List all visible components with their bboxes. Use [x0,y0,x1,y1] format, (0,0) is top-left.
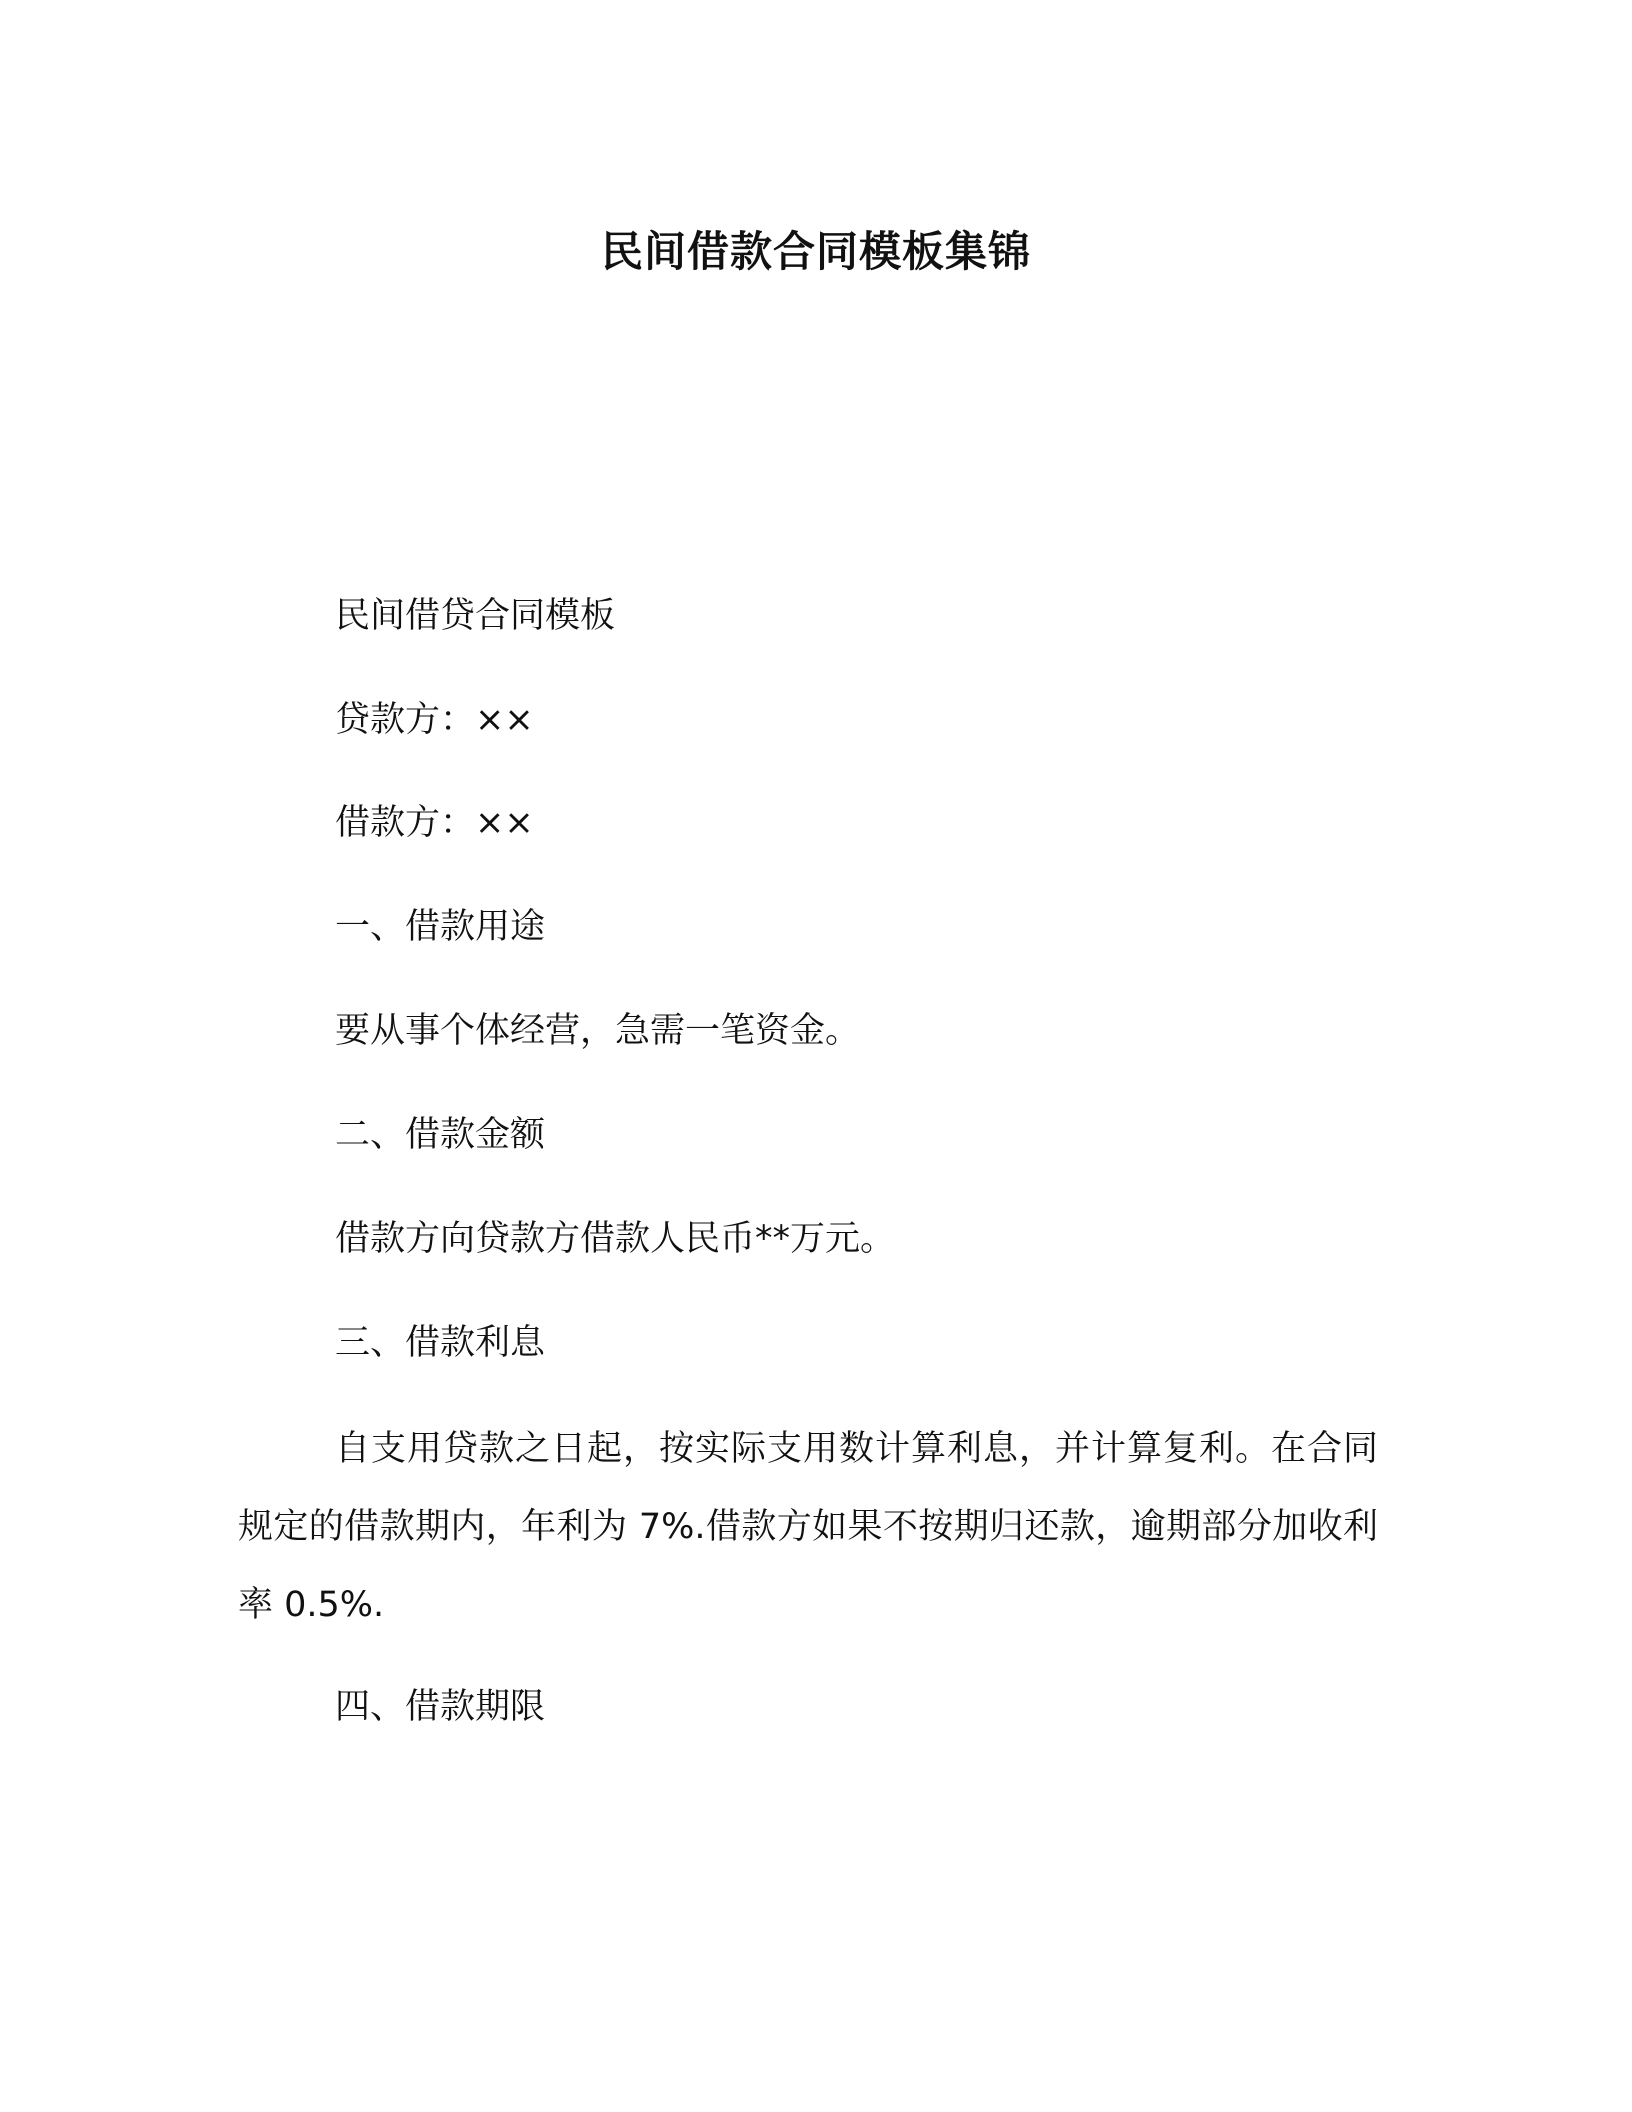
section-body-purpose: 要从事个体经营，急需一笔资金。 [335,1011,861,1051]
document-title: 民间借款合同模板集锦 [600,227,1031,276]
lender-line: 贷款方：×× [335,700,534,740]
section-heading-purpose: 一、借款用途 [335,907,546,947]
contract-subtitle: 民间借贷合同模板 [335,596,616,636]
borrower-line: 借款方：×× [335,803,534,843]
section-heading-amount: 二、借款金额 [335,1115,546,1155]
section-body-amount: 借款方向贷款方借款人民币**万元。 [335,1219,896,1259]
section-body-interest: 自支用贷款之日起，按实际支用数计算利息，并计算复利。在合同规定的借款期内，年利为 7%.借款方如果不按期归还款，逾期部分加收利率 0.5%. [238,1429,1378,1625]
section-heading-term: 四、借款期限 [335,1687,546,1727]
section-heading-interest: 三、借款利息 [335,1323,546,1363]
